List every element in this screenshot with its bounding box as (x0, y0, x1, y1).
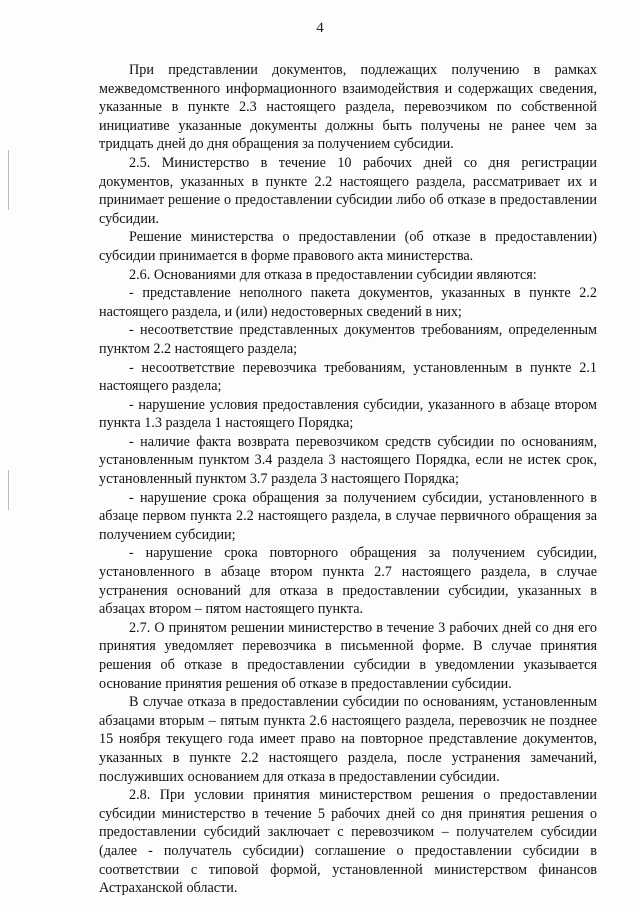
list-item: - несоответствие представленных документов требованиям, определенным пунктом 2.2 настоящего раздела; (99, 322, 597, 357)
list-item: - представление неполного пакета документов, указанных в пункте 2.2 настоящего раздела, и (или) недостоверных сведений в них; (99, 285, 597, 320)
scan-edge-mark (8, 150, 9, 210)
page-number: 4 (316, 20, 324, 36)
list-item: - нарушение срока повторного обращения за получением субсидии, установленного в абзаце втором пункта 2.7 настоящего раздела, в случае устранения оснований для отказа в предоставлении субсидии, указанных в абзацах втором – пятом настоящего пункта. (99, 545, 597, 618)
paragraph-2-8: 2.8. При условии принятия министерством решения о предоставлении субсидии министерство в течение 5 рабочих дней со дня принятия решения о предоставлении субсидий заключает с перевозчиком – получателем субсидии (далее - получатель субсидии) соглашение о предоставлении субсидии в соответствии с типовой формой, установленной министерством финансов Астраханской области. (99, 787, 597, 897)
list-item: - наличие факта возврата перевозчиком средств субсидии по основаниям, установленным пунктом 3.4 раздела 3 настоящего Порядка, если не истек срок, установленный пунктом 3.7 раздела 3 настоящего Порядка; (99, 433, 597, 488)
paragraph: При представлении документов, подлежащих получению в рамках межведомственного информационного взаимодействия и содержащих сведения, указанные в пункте 2.3 настоящего раздела, перевозчиком по собственной инициативе указанные документы должны быть получены не ранее чем за тридцать дней до дня обращения за получением субсидии. (99, 62, 597, 153)
paragraph: В случае отказа в предоставлении субсидии по основаниям, установленным абзацами вторым – пятым пункта 2.6 настоящего раздела, перевозчик не позднее 15 ноября текущего года имеет право на повторное представление документов, указанных в пункте 2.2 настоящего раздела, после устранения замечаний, послуживших основанием для отказа в предоставлении субсидии. (99, 694, 597, 785)
paragraph: Решение министерства о предоставлении (об отказе в предоставлении) субсидии принимается в форме правового акта министерства. (99, 229, 597, 264)
scan-edge-mark (8, 470, 9, 510)
paragraph-2-6: 2.6. Основаниями для отказа в предоставлении субсидии являются: (129, 266, 537, 283)
paragraph-2-5: 2.5. Министерство в течение 10 рабочих дней со дня регистрации документов, указанных в пункте 2.2 настоящего раздела, рассматривает их и принимает решение о предоставлении субсидии либо об отказе в предоставлении субсидии. (99, 154, 597, 227)
list-item: - нарушение срока обращения за получением субсидии, установленного в абзаце первом пункта 2.2 настоящего раздела, в случае первичного обращения за получением субсидии; (99, 489, 597, 543)
paragraph-2-7: 2.7. О принятом решении министерство в течение 3 рабочих дней со дня его принятия уведомляет перевозчика в письменной форме. В случае принятия решения об отказе в предоставлении субсидии в уведомлении указывается основание принятия решения об отказе в предоставлении субсидии. (99, 619, 597, 692)
list-item: - несоответствие перевозчика требованиям, установленным в пункте 2.1 настоящего раздела; (99, 359, 597, 395)
list-item: - нарушение условия предоставления субсидии, указанного в абзаце втором пункта 1.3 раздела 1 настоящего Порядка; (99, 396, 597, 432)
document-body (99, 61, 597, 898)
